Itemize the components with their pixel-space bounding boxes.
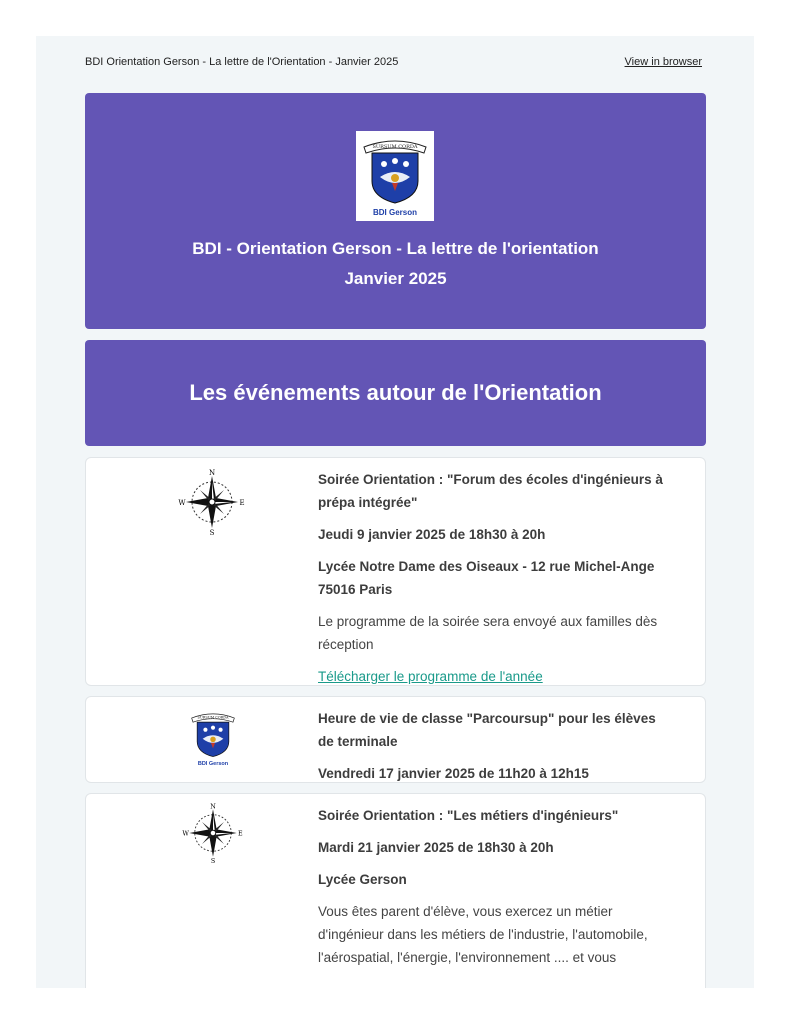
event-body (318, 468, 666, 688)
event-date: Jeudi 9 janvier 2025 de 18h30 à 20h (318, 527, 546, 542)
event-date: Vendredi 17 janvier 2025 de 11h20 à 12h15 (318, 766, 589, 781)
event-card (85, 793, 706, 988)
compass-n: N (210, 802, 216, 811)
event-title: Heure de vie de classe "Parcoursup" pour les élèves de terminale (318, 711, 656, 749)
compass-n: N (208, 469, 216, 477)
compass-s: S (210, 857, 216, 864)
preheader-title: BDI Orientation Gerson - La lettre de l'Orientation - Janvier 2025 (85, 56, 399, 68)
compass-rose-icon (182, 802, 244, 864)
logo-motto: SURSUM CORDA (372, 144, 418, 150)
preheader (85, 56, 702, 74)
event-title: Soirée Orientation : "Les métiers d'ingénieurs" (318, 808, 619, 823)
logo-motto: SURSUM CORDA (197, 715, 229, 720)
compass-s: S (209, 529, 215, 536)
hero-banner (85, 93, 706, 329)
compass-rose-icon (178, 468, 246, 536)
section-banner (85, 340, 706, 446)
event-place: Lycée Gerson (318, 872, 407, 887)
compass-e: E (238, 829, 243, 838)
event-body (318, 707, 666, 794)
event-date: Mardi 21 janvier 2025 de 18h30 à 20h (318, 840, 554, 855)
event-place: Lycée Notre Dame des Oiseaux - 12 rue Michel-Ange 75016 Paris (318, 559, 655, 597)
view-in-browser-link[interactable]: View in browser (624, 56, 702, 68)
event-card (85, 696, 706, 783)
logo-caption: BDI Gerson (197, 760, 229, 767)
compass-w: W (182, 829, 189, 838)
hero-title: BDI - Orientation Gerson - La lettre de l'orientation (192, 239, 599, 258)
event-card (85, 457, 706, 686)
compass-e: E (239, 499, 245, 507)
download-program-link[interactable]: Télécharger le programme de l'année (318, 669, 543, 684)
hero-subtitle: Janvier 2025 (344, 269, 447, 288)
logo-caption: BDI Gerson (372, 208, 418, 217)
gerson-crest-icon (356, 131, 434, 221)
gerson-crest-icon (184, 707, 242, 769)
event-title: Soirée Orientation : "Forum des écoles d'ingénieurs à prépa intégrée" (318, 472, 663, 510)
event-description: Le programme de la soirée sera envoyé aux familles dès réception (318, 614, 658, 652)
section-title: Les événements autour de l'Orientation (189, 380, 602, 405)
event-body (318, 804, 666, 978)
compass-w: W (178, 499, 186, 507)
email-canvas (36, 36, 754, 988)
event-description: Vous êtes parent d'élève, vous exercez un métier d'ingénieur dans les métiers de l'industrie, l'automobile, l'aérospatial, l'énergie, l'environnement .... et vous (318, 904, 648, 965)
